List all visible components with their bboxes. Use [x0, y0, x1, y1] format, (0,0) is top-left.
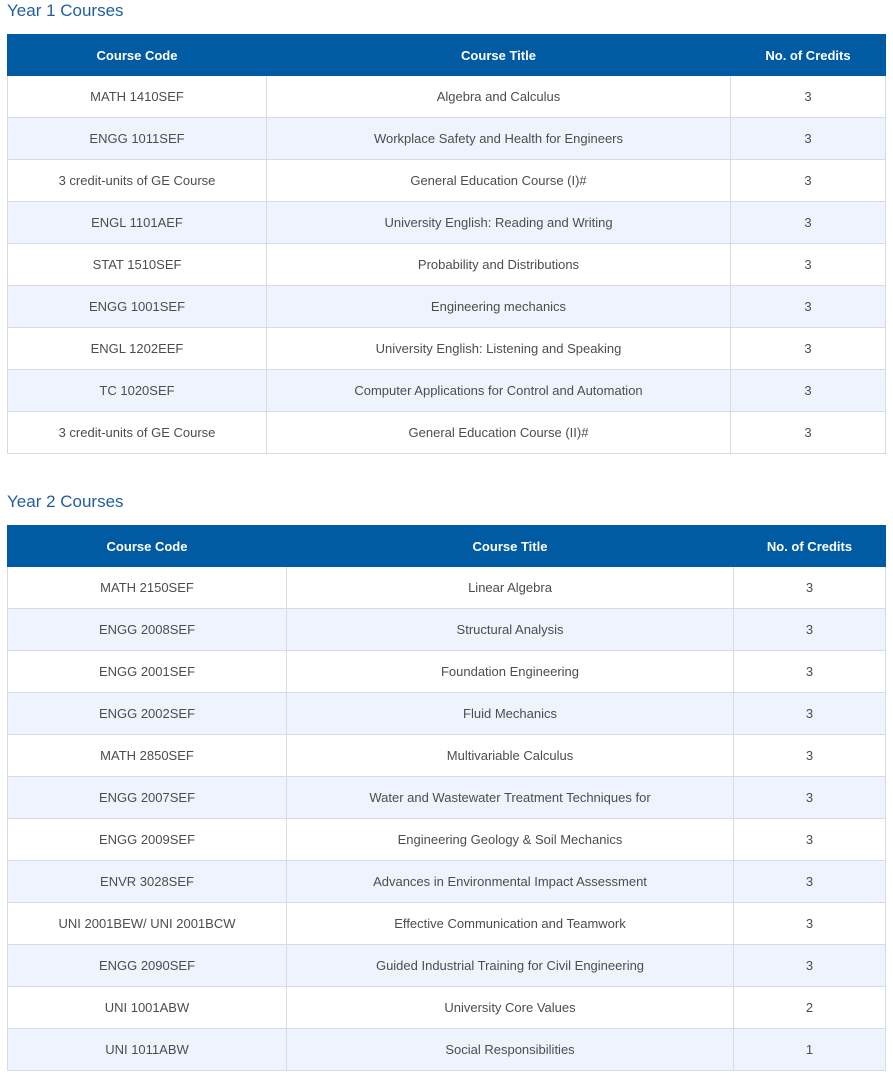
course-code-cell: ENGG 2001SEF: [8, 651, 287, 693]
year2-section-title: Year 2 Courses: [7, 492, 124, 511]
credits-cell: 3: [734, 735, 886, 777]
table-row: [8, 286, 886, 328]
course-title-cell: General Education Course (I)#: [267, 160, 731, 202]
course-code-cell: 3 credit-units of GE Course: [8, 412, 267, 454]
credits-cell: 1: [734, 1029, 886, 1071]
course-title-cell: University English: Listening and Speaking: [267, 328, 731, 370]
table-row: [8, 735, 886, 777]
course-code-cell: ENGL 1101AEF: [8, 202, 267, 244]
credits-header: No. of Credits: [734, 526, 886, 567]
credits-cell: 3: [734, 861, 886, 903]
table-row: [8, 244, 886, 286]
year1-section-title: Year 1 Courses: [7, 1, 124, 20]
course-code-cell: ENGG 2002SEF: [8, 693, 287, 735]
table-row: [8, 1029, 886, 1071]
course-code-cell: MATH 2150SEF: [8, 567, 287, 609]
course-title-cell: University Core Values: [287, 987, 734, 1029]
course-title-cell: Fluid Mechanics: [287, 693, 734, 735]
credits-cell: 3: [731, 286, 886, 328]
course-title-cell: Linear Algebra: [287, 567, 734, 609]
course-code-cell: TC 1020SEF: [8, 370, 267, 412]
course-title-cell: University English: Reading and Writing: [267, 202, 731, 244]
course-title-cell: Workplace Safety and Health for Engineers: [267, 118, 731, 160]
course-title-cell: Social Responsibilities: [287, 1029, 734, 1071]
table-row: [8, 819, 886, 861]
course-title-cell: Algebra and Calculus: [267, 76, 731, 118]
table-row: [8, 412, 886, 454]
credits-cell: 3: [734, 945, 886, 987]
course-title-cell: Probability and Distributions: [267, 244, 731, 286]
credits-cell: 3: [734, 609, 886, 651]
course-code-cell: UNI 1011ABW: [8, 1029, 287, 1071]
course-title-cell: Water and Wastewater Treatment Techniques for: [287, 777, 734, 819]
course-code-cell: MATH 1410SEF: [8, 76, 267, 118]
course-code-header: Course Code: [8, 526, 287, 567]
course-code-cell: ENGG 2007SEF: [8, 777, 287, 819]
course-title-cell: Computer Applications for Control and Automation: [267, 370, 731, 412]
course-title-cell: Structural Analysis: [287, 609, 734, 651]
year2-courses-table: [7, 525, 886, 1071]
table-header-row: [8, 526, 886, 567]
table-row: [8, 76, 886, 118]
credits-cell: 2: [734, 987, 886, 1029]
credits-cell: 3: [734, 693, 886, 735]
table-row: [8, 777, 886, 819]
course-title-header: Course Title: [267, 35, 731, 76]
course-title-cell: Effective Communication and Teamwork: [287, 903, 734, 945]
course-code-cell: ENGL 1202EEF: [8, 328, 267, 370]
table-row: [8, 609, 886, 651]
credits-cell: 3: [734, 903, 886, 945]
credits-header: No. of Credits: [731, 35, 886, 76]
credits-cell: 3: [731, 244, 886, 286]
credits-cell: 3: [731, 76, 886, 118]
course-code-cell: MATH 2850SEF: [8, 735, 287, 777]
table-row: [8, 567, 886, 609]
table-row: [8, 118, 886, 160]
credits-cell: 3: [731, 202, 886, 244]
table-row: [8, 987, 886, 1029]
credits-cell: 3: [734, 651, 886, 693]
course-code-cell: ENGG 2008SEF: [8, 609, 287, 651]
table-row: [8, 861, 886, 903]
credits-cell: 3: [731, 370, 886, 412]
table-row: [8, 160, 886, 202]
course-code-cell: ENGG 1001SEF: [8, 286, 267, 328]
course-code-cell: UNI 1001ABW: [8, 987, 287, 1029]
course-code-cell: ENVR 3028SEF: [8, 861, 287, 903]
course-title-cell: Multivariable Calculus: [287, 735, 734, 777]
table-header-row: [8, 35, 886, 76]
credits-cell: 3: [734, 567, 886, 609]
credits-cell: 3: [731, 160, 886, 202]
table-row: [8, 370, 886, 412]
year1-courses-table: [7, 34, 886, 454]
table-row: [8, 693, 886, 735]
course-code-header: Course Code: [8, 35, 267, 76]
credits-cell: 3: [731, 328, 886, 370]
credits-cell: 3: [734, 819, 886, 861]
credits-cell: 3: [734, 777, 886, 819]
course-code-cell: STAT 1510SEF: [8, 244, 267, 286]
course-code-cell: 3 credit-units of GE Course: [8, 160, 267, 202]
table-row: [8, 903, 886, 945]
table-row: [8, 328, 886, 370]
course-code-cell: ENGG 1011SEF: [8, 118, 267, 160]
course-title-header: Course Title: [287, 526, 734, 567]
course-code-cell: ENGG 2009SEF: [8, 819, 287, 861]
course-code-cell: ENGG 2090SEF: [8, 945, 287, 987]
table-row: [8, 202, 886, 244]
course-title-cell: Advances in Environmental Impact Assessment: [287, 861, 734, 903]
credits-cell: 3: [731, 412, 886, 454]
table-row: [8, 651, 886, 693]
table-row: [8, 945, 886, 987]
course-code-cell: UNI 2001BEW/ UNI 2001BCW: [8, 903, 287, 945]
course-title-cell: Foundation Engineering: [287, 651, 734, 693]
course-title-cell: General Education Course (II)#: [267, 412, 731, 454]
course-title-cell: Engineering Geology & Soil Mechanics: [287, 819, 734, 861]
course-title-cell: Engineering mechanics: [267, 286, 731, 328]
credits-cell: 3: [731, 118, 886, 160]
course-title-cell: Guided Industrial Training for Civil Engineering: [287, 945, 734, 987]
